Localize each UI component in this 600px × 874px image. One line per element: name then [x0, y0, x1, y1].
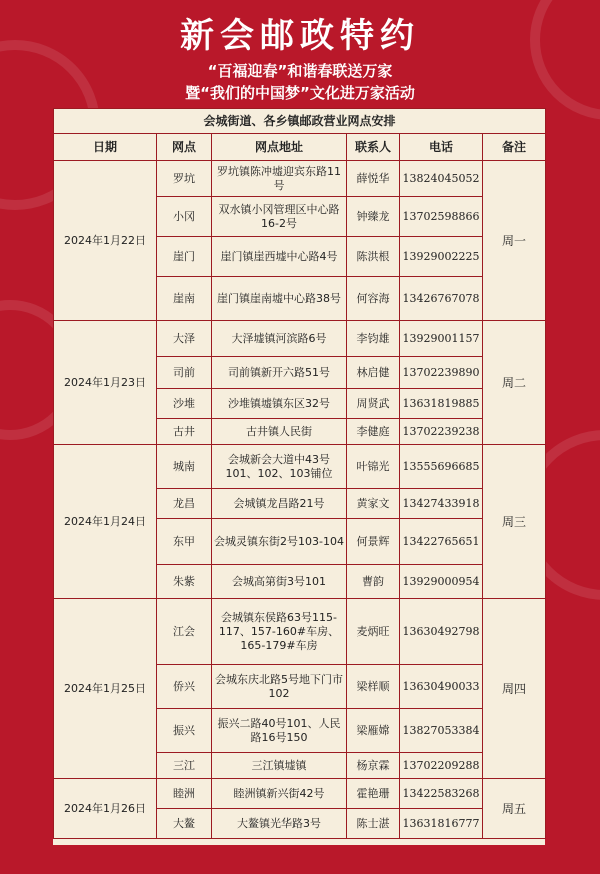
site-cell: 东甲 [157, 519, 212, 565]
phone-cell: 13929000954 [400, 565, 483, 599]
address-cell: 大泽墟镇河滨路6号 [212, 321, 347, 357]
address-cell: 会城镇东侯路63号115-117、157-160#车房、165-179#车房 [212, 599, 347, 665]
table-row [54, 599, 546, 665]
table-header-row [54, 134, 546, 161]
site-cell: 司前 [157, 357, 212, 389]
site-cell: 崖南 [157, 277, 212, 321]
contact-cell: 梁雁嫦 [347, 709, 400, 753]
schedule-panel [53, 108, 545, 845]
site-cell: 朱紫 [157, 565, 212, 599]
table-row [54, 321, 546, 357]
site-cell: 侨兴 [157, 665, 212, 709]
contact-cell: 李健庭 [347, 419, 400, 445]
contact-cell: 梁样顺 [347, 665, 400, 709]
address-cell: 睦洲镇新兴街42号 [212, 779, 347, 809]
site-cell: 大鳌 [157, 809, 212, 839]
contact-cell: 薛悦华 [347, 161, 400, 197]
contact-cell: 何容海 [347, 277, 400, 321]
address-cell: 双水镇小冈管理区中心路16-2号 [212, 197, 347, 237]
note-cell: 周五 [483, 779, 546, 839]
site-cell: 江会 [157, 599, 212, 665]
table-row [54, 779, 546, 809]
contact-cell: 陈士湛 [347, 809, 400, 839]
phone-cell: 13631816777 [400, 809, 483, 839]
contact-cell: 陈洪根 [347, 237, 400, 277]
schedule-table [53, 108, 546, 839]
date-cell: 2024年1月25日 [54, 599, 157, 779]
site-cell: 崖门 [157, 237, 212, 277]
contact-cell: 黄家文 [347, 489, 400, 519]
address-cell: 大鳌镇光华路3号 [212, 809, 347, 839]
contact-cell: 叶锦光 [347, 445, 400, 489]
site-cell: 龙昌 [157, 489, 212, 519]
table-row [54, 161, 546, 197]
header-address: 网点地址 [212, 134, 347, 161]
page-title: 新会邮政特约 [180, 16, 420, 56]
site-cell: 古井 [157, 419, 212, 445]
note-cell: 周二 [483, 321, 546, 445]
phone-cell: 13555696685 [400, 445, 483, 489]
site-cell: 沙堆 [157, 389, 212, 419]
date-cell: 2024年1月24日 [54, 445, 157, 599]
contact-cell: 麦炳旺 [347, 599, 400, 665]
phone-cell: 13702239890 [400, 357, 483, 389]
phone-cell: 13824045052 [400, 161, 483, 197]
note-cell: 周一 [483, 161, 546, 321]
date-cell: 2024年1月26日 [54, 779, 157, 839]
phone-cell: 13929001157 [400, 321, 483, 357]
site-cell: 大泽 [157, 321, 212, 357]
address-cell: 会城镇龙昌路21号 [212, 489, 347, 519]
contact-cell: 何景辉 [347, 519, 400, 565]
contact-cell: 霍艳珊 [347, 779, 400, 809]
contact-cell: 杨京霖 [347, 753, 400, 779]
address-cell: 沙堆镇墟镇东区32号 [212, 389, 347, 419]
phone-cell: 13827053384 [400, 709, 483, 753]
table-row [54, 445, 546, 489]
phone-cell: 13422583268 [400, 779, 483, 809]
site-cell: 睦洲 [157, 779, 212, 809]
address-cell: 崖门镇崖西墟中心路4号 [212, 237, 347, 277]
phone-cell: 13426767078 [400, 277, 483, 321]
address-cell: 罗坑镇陈冲墟迎宾东路11号 [212, 161, 347, 197]
subtitle-line-1: “百福迎春”和谐春联送万家 [207, 62, 393, 80]
header-phone: 电话 [400, 134, 483, 161]
phone-cell: 13422765651 [400, 519, 483, 565]
phone-cell: 13702598866 [400, 197, 483, 237]
header [0, 0, 600, 108]
address-cell: 崖门镇崖南墟中心路38号 [212, 277, 347, 321]
address-cell: 会城高第街3号101 [212, 565, 347, 599]
note-cell: 周三 [483, 445, 546, 599]
site-cell: 城南 [157, 445, 212, 489]
contact-cell: 李钧雄 [347, 321, 400, 357]
address-cell: 会城灵镇东街2号103-104 [212, 519, 347, 565]
header-contact: 联系人 [347, 134, 400, 161]
phone-cell: 13631819885 [400, 389, 483, 419]
contact-cell: 周贤武 [347, 389, 400, 419]
site-cell: 三江 [157, 753, 212, 779]
address-cell: 会城东庆北路5号地下门市102 [212, 665, 347, 709]
contact-cell: 林启健 [347, 357, 400, 389]
phone-cell: 13427433918 [400, 489, 483, 519]
site-cell: 罗坑 [157, 161, 212, 197]
header-site: 网点 [157, 134, 212, 161]
date-cell: 2024年1月23日 [54, 321, 157, 445]
address-cell: 古井镇人民街 [212, 419, 347, 445]
contact-cell: 钟臻龙 [347, 197, 400, 237]
note-cell: 周四 [483, 599, 546, 779]
address-cell: 会城新会大道中43号101、102、103铺位 [212, 445, 347, 489]
site-cell: 小冈 [157, 197, 212, 237]
address-cell: 司前镇新开六路51号 [212, 357, 347, 389]
table-caption-row [54, 109, 546, 134]
date-cell: 2024年1月22日 [54, 161, 157, 321]
header-date: 日期 [54, 134, 157, 161]
header-note: 备注 [483, 134, 546, 161]
phone-cell: 13929002225 [400, 237, 483, 277]
address-cell: 振兴二路40号101、人民路16号150 [212, 709, 347, 753]
phone-cell: 13702239238 [400, 419, 483, 445]
contact-cell: 曹韵 [347, 565, 400, 599]
subtitle-line-2: 暨“我们的中国梦”文化进万家活动 [185, 84, 415, 102]
site-cell: 振兴 [157, 709, 212, 753]
table-body [54, 161, 546, 839]
table-caption: 会城街道、各乡镇邮政营业网点安排 [54, 109, 546, 134]
phone-cell: 13702209288 [400, 753, 483, 779]
phone-cell: 13630490033 [400, 665, 483, 709]
address-cell: 三江镇墟镇 [212, 753, 347, 779]
phone-cell: 13630492798 [400, 599, 483, 665]
